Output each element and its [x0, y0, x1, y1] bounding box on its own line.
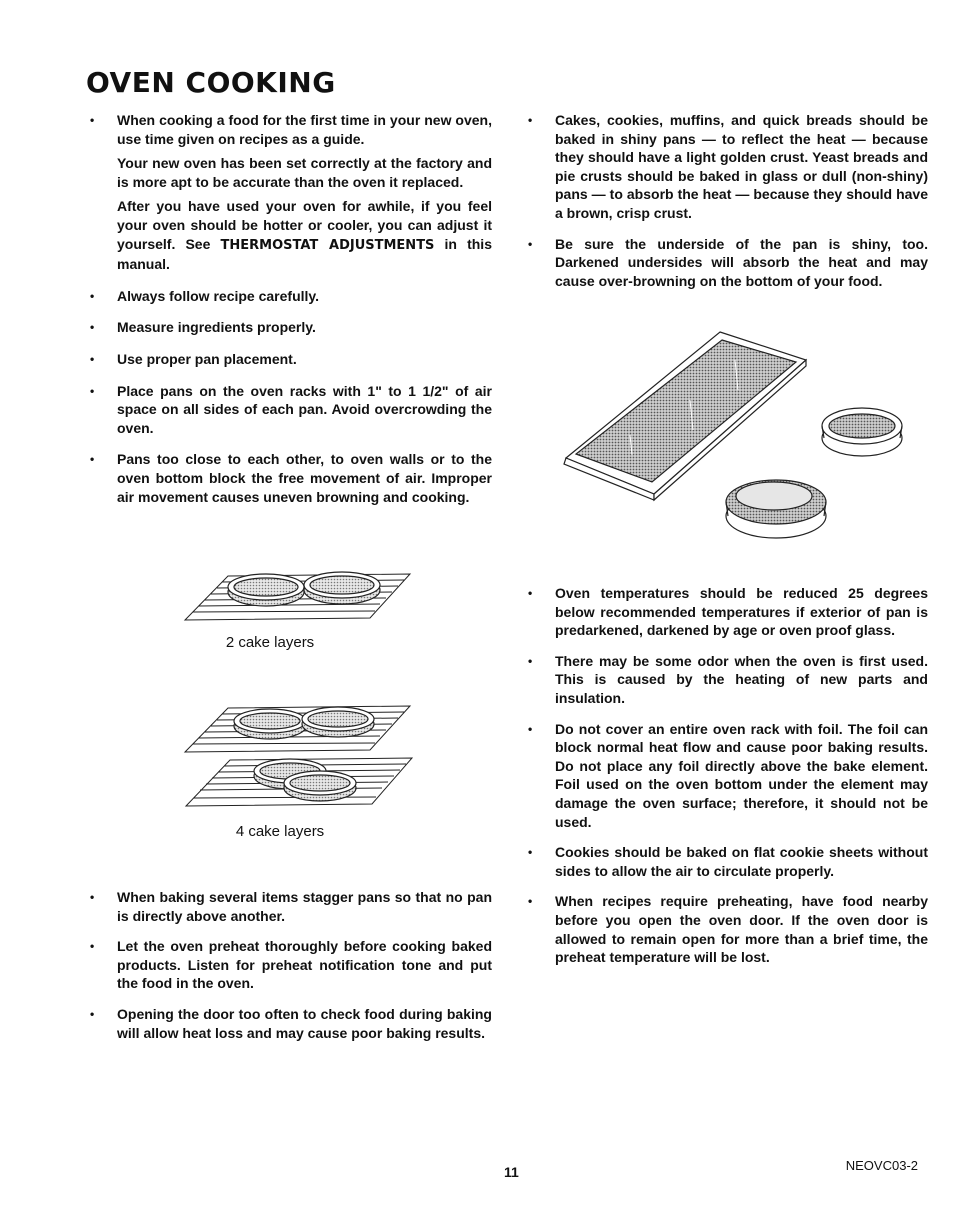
- paragraph: After you have used your oven for awhile, if you feel your oven should be hotter or cooler, you can adjust it yourself. See THERMOSTAT ADJUSTMENTS in this manual.: [117, 198, 492, 273]
- bullet-air-movement: [90, 450, 492, 506]
- paragraph: There may be some odor when the oven is first used. This is caused by the heating of new parts and insulation.: [555, 652, 928, 706]
- thermostat-reference: THERMOSTAT ADJUSTMENTS: [220, 237, 435, 253]
- bullet-opening-door: [90, 1005, 492, 1042]
- cake-pan: [304, 572, 380, 604]
- bullet-foil-warning: [528, 720, 928, 832]
- paragraph: When cooking a food for the first time in your new oven, use time given on recipes as a guide.: [117, 112, 492, 147]
- paragraph: Be sure the underside of the pan is shiny, too. Darkened undersides will absorb the heat and may cause over-browning on the bottom of your food.: [555, 235, 928, 289]
- paragraph: Opening the door too often to check food during baking will allow heat loss and may cause poor baking results.: [117, 1005, 492, 1041]
- bullet-cookie-sheets: [528, 843, 928, 880]
- caption-four-cake-layers: 4 cake layers: [235, 823, 325, 840]
- bullet-dot: •: [90, 939, 95, 954]
- document-id: NEOVC03-2: [845, 1158, 918, 1173]
- bullet-dot: •: [528, 586, 533, 600]
- bullet-dot: •: [90, 1006, 95, 1021]
- bullet-dot: •: [90, 320, 95, 335]
- four-cake-layers-illustration: [180, 700, 420, 812]
- bullet-dot: •: [528, 653, 533, 668]
- left-column-bottom: [90, 888, 492, 1042]
- page-title: OVEN COOKING: [86, 66, 336, 99]
- cake-pan: [302, 707, 374, 737]
- bullet-dot: •: [90, 452, 95, 467]
- bullet-odor: [528, 652, 928, 708]
- bullet-dot: •: [90, 890, 95, 904]
- paragraph: Use proper pan placement.: [117, 350, 297, 367]
- bullet-dot: •: [90, 288, 95, 303]
- round-pan: [822, 408, 902, 456]
- bullet-measure-ingredients: [90, 318, 492, 337]
- bullet-dot: •: [90, 383, 95, 398]
- paragraph: Your new oven has been set correctly at the factory and is more apt to be accurate than the oven it replaced.: [117, 155, 492, 190]
- baking-pans-illustration: [560, 330, 910, 545]
- bullet-reduce-temperature: [528, 584, 928, 640]
- cake-pan: [284, 771, 356, 801]
- bullet-dot: •: [528, 845, 533, 860]
- bullet-dot: •: [90, 113, 95, 127]
- left-column-top: [90, 111, 492, 506]
- bullet-follow-recipe: [90, 287, 492, 306]
- bullet-pan-placement: [90, 350, 492, 369]
- bullet-pan-underside: [528, 235, 928, 291]
- sheet-pan: [564, 332, 806, 500]
- paragraph: When recipes require preheating, have food nearby before you open the oven door. If the oven door is allowed to remain open for more than a brief time, the preheat temperature will be lost.: [555, 893, 928, 966]
- paragraph: Let the oven preheat thoroughly before cooking baked products. Listen for preheat notification tone and put the food in the oven.: [117, 938, 492, 992]
- bullet-dot: •: [528, 721, 533, 736]
- two-cake-layers-illustration: [180, 566, 420, 626]
- paragraph: When baking several items stagger pans so that no pan is directly above another.: [117, 889, 492, 924]
- bullet-dot: •: [528, 894, 533, 909]
- paragraph: Cookies should be baked on flat cookie sheets without sides to allow the air to circulate properly.: [555, 844, 928, 879]
- paragraph: Place pans on the oven racks with 1" to 1 1/2" of air space on all sides of each pan. Avoid overcrowding the oven.: [117, 382, 492, 436]
- bullet-dot: •: [528, 113, 533, 127]
- bullet-stagger-pans: [90, 888, 492, 925]
- bullet-air-space: [90, 382, 492, 438]
- paragraph: Pans too close to each other, to oven walls or to the oven bottom block the free movement of air. Improper air movement causes uneven browning and cooking.: [117, 451, 492, 505]
- bullet-first-time-cooking: [90, 111, 492, 274]
- paragraph: Oven temperatures should be reduced 25 degrees below recommended temperatures if exterior of pan is predarkened, darkened by age or oven proof glass.: [555, 585, 928, 639]
- bullet-shiny-pans: [528, 111, 928, 223]
- round-pan: [726, 480, 826, 538]
- cake-pan: [228, 574, 304, 606]
- right-column-bottom: [528, 584, 928, 967]
- bullet-dot: •: [90, 351, 95, 366]
- bullet-preheat-door: [528, 892, 928, 966]
- paragraph: Always follow recipe carefully.: [117, 287, 320, 304]
- cake-pan: [234, 709, 306, 739]
- bullet-dot: •: [528, 236, 533, 251]
- paragraph: Do not cover an entire oven rack with foil. The foil can block normal heat flow and cause poor baking results. Do not place any foil directly above the bake element. Foil used on the oven bottom under the element may damage the oven surface; therefore, it should not be used.: [555, 720, 928, 830]
- right-column-top: [528, 111, 928, 290]
- page-number: 11: [504, 1164, 519, 1180]
- paragraph: Cakes, cookies, muffins, and quick breads should be baked in shiny pans — to reflect the heat — because they should have a light golden crust. Yeast breads and pie crusts should be baked in glass or dull (non-shiny) pans — to absorb the heat — because they should have a brown, crisp crust.: [555, 112, 928, 221]
- caption-two-cake-layers: 2 cake layers: [225, 634, 315, 651]
- paragraph: Measure ingredients properly.: [117, 319, 316, 336]
- bullet-preheat: [90, 937, 492, 993]
